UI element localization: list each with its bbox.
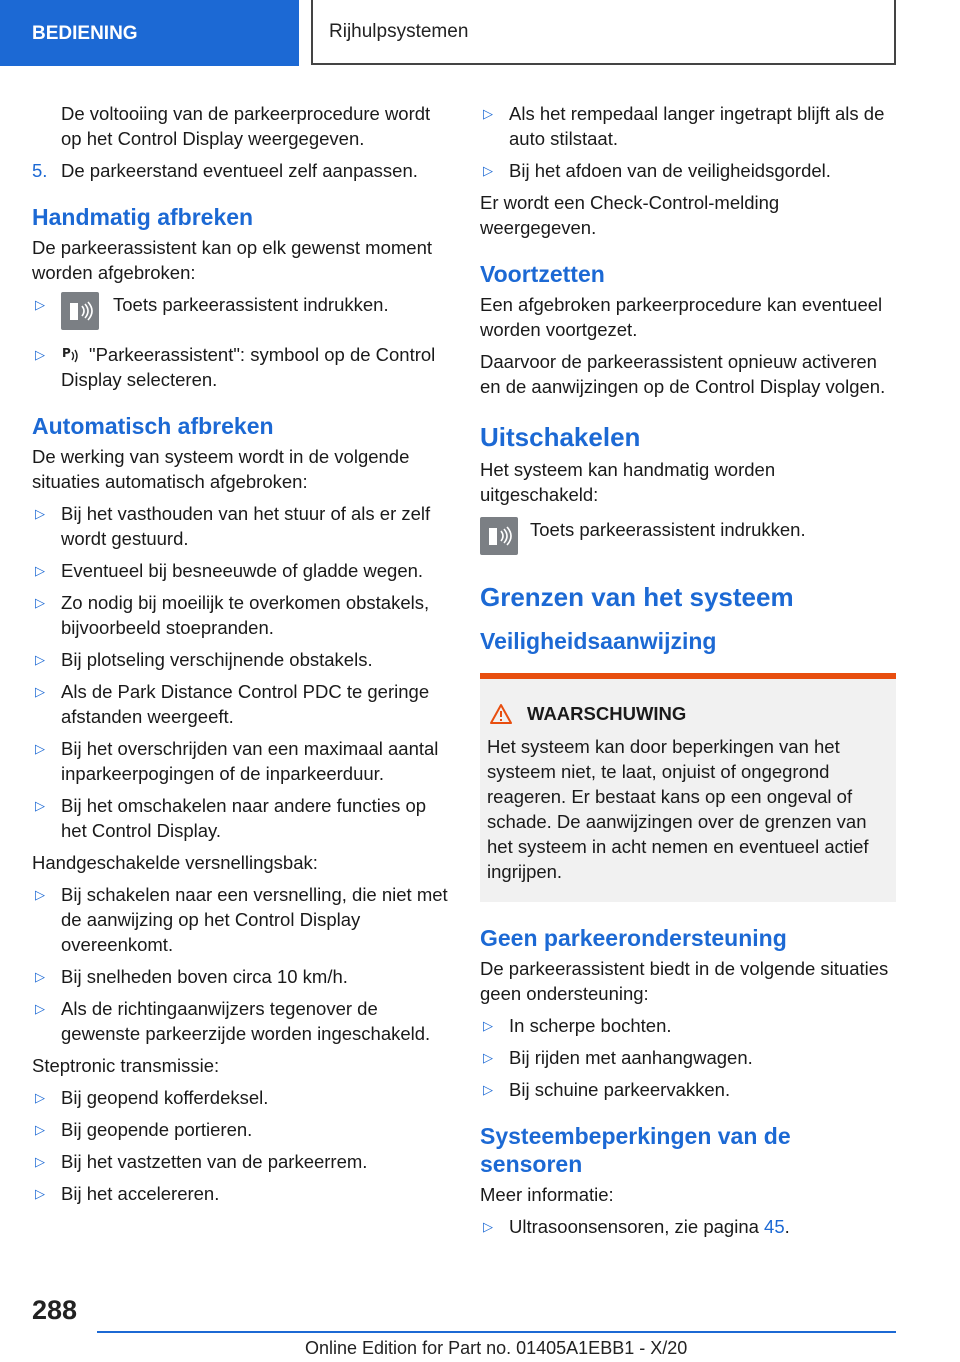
parking-assist-button-icon: [480, 517, 518, 555]
triangle-right-icon: ▷: [483, 1050, 493, 1065]
triangle-right-icon: ▷: [35, 1122, 45, 1137]
no-support-intro: De parkeerassistent biedt in de volgende situaties geen ondersteuning:: [480, 958, 889, 1004]
steptronic-label: Steptronic transmissie:: [32, 1055, 220, 1076]
list-item-text: Bij schuine parkeervakken.: [509, 1079, 731, 1100]
list-item: [32, 1181, 448, 1206]
warning-text: Het systeem kan door beperkingen van het systeem niet, te laat, onjuist of ongegrond reageren. Er bestaat kans op een ongeval of schade. De aanwijzingen over de grenzen van het systeem in acht nemen en eventueel actief ingrijpen.: [487, 736, 869, 882]
triangle-right-icon: ▷: [35, 969, 45, 984]
list-item: [32, 882, 448, 957]
list-item: [480, 158, 896, 183]
right-column: [480, 101, 896, 1246]
numbered-step: [32, 158, 448, 183]
list-item: [32, 1085, 448, 1110]
auto-intro: De werking van systeem wordt in de volgende situaties automatisch afgebroken:: [32, 446, 410, 492]
heading-grenzen: Grenzen van het systeem: [480, 582, 794, 612]
triangle-right-icon: ▷: [483, 163, 493, 178]
list-item-text: Bij geopend kofferdeksel.: [61, 1087, 269, 1108]
list-item: [32, 1149, 448, 1174]
list-item-text: Bij snelheden boven circa 10 km/h.: [61, 966, 348, 987]
triangle-right-icon: ▷: [483, 1219, 493, 1234]
triangle-right-icon: ▷: [35, 684, 45, 699]
list-item: [32, 736, 448, 786]
list-item: [32, 501, 448, 551]
heading-geen-parkeerondersteuning: Geen parkeerondersteuning: [480, 925, 787, 951]
auto-list: [32, 501, 448, 843]
left-column: [32, 101, 448, 1213]
manual-list: [32, 292, 448, 392]
section-header: [311, 0, 896, 65]
list-item-text: Bij schakelen naar een versnelling, die niet met de aanwijzing op het Control Display overeenkomt.: [61, 884, 448, 955]
list-item-text: Als de Park Distance Control PDC te geringe afstanden weergeeft.: [61, 681, 430, 727]
intro-text: De voltooiing van de parkeerprocedure wordt op het Control Display weergegeven.: [61, 103, 431, 149]
list-item: [480, 1013, 896, 1038]
heading-veiligheidsaanwijzing: Veiligheidsaanwijzing: [480, 628, 717, 654]
list-item: [32, 964, 448, 989]
off-intro: Het systeem kan handmatig worden uitgeschakeld:: [480, 459, 776, 505]
edition-text: Online Edition for Part no. 01405A1EBB1 - X/20: [305, 1338, 688, 1358]
triangle-right-icon: ▷: [483, 106, 493, 121]
triangle-right-icon: ▷: [35, 347, 45, 362]
list-item-text: Eventueel bij besneeuwde of gladde wegen.: [61, 560, 424, 581]
list-item-text: Als de richtingaanwijzers tegenover de gewenste parkeerzijde worden ingeschakeld.: [61, 998, 431, 1044]
list-item-text: Bij plotseling verschijnende obstakels.: [61, 649, 373, 670]
list-item: [32, 996, 448, 1046]
triangle-right-icon: ▷: [35, 506, 45, 521]
heading-systeembeperkingen: Systeembeperkingen van de sensoren: [480, 1123, 791, 1177]
list-item-text: Bij het omschakelen naar andere functies op het Control Display.: [61, 795, 427, 841]
list-item: [480, 101, 896, 151]
chapter-tab[interactable]: [0, 0, 299, 66]
step-number: 5.: [32, 160, 48, 181]
more-info: Meer informatie:: [480, 1184, 614, 1205]
warning-triangle-icon: [489, 703, 513, 725]
continue-text-1: Een afgebroken parkeerprocedure kan eventueel worden voortgezet.: [480, 294, 883, 340]
list-item: [32, 1117, 448, 1142]
list-item-text: Bij het afdoen van de veiligheidsgordel.: [509, 160, 831, 181]
triangle-right-icon: ▷: [35, 1090, 45, 1105]
list-item-text: Als het rempedaal langer ingetrapt blijft als de auto stilstaat.: [509, 103, 885, 149]
triangle-right-icon: ▷: [35, 297, 45, 312]
parking-assist-button-icon: [61, 292, 99, 330]
triangle-right-icon: ▷: [35, 1186, 45, 1201]
heading-handmatig-afbreken: Handmatig afbreken: [32, 204, 254, 230]
sensor-ref-dot: .: [784, 1216, 790, 1237]
manual-intro: De parkeerassistent kan op elk gewenst moment worden afgebroken:: [32, 237, 433, 283]
list-item-text: Bij het accelereren.: [61, 1183, 220, 1204]
list-item: [32, 292, 448, 330]
list-item-text: Bij het overschrijden van een maximaal aantal inparkeerpogingen of de inparkeerduur.: [61, 738, 439, 784]
list-item-text: Toets parkeerassistent indrukken.: [113, 294, 389, 315]
section-title: Rijhulpsystemen: [329, 21, 469, 42]
warning-title: [487, 701, 889, 726]
list-item: [32, 679, 448, 729]
list-item: [32, 647, 448, 672]
list-item-label: "Parkeerassistent": symbool op de Control Display selecteren.: [61, 344, 436, 390]
list-item-text: Bij het vasthouden van het stuur of als er zelf wordt gestuurd.: [61, 503, 431, 549]
list-item: [480, 1077, 896, 1102]
triangle-right-icon: ▷: [483, 1082, 493, 1097]
triangle-right-icon: ▷: [35, 798, 45, 813]
sensor-list: [480, 1214, 896, 1239]
list-item-text: In scherpe bochten.: [509, 1015, 672, 1036]
heading-voortzetten: Voortzetten: [480, 261, 605, 287]
list-item: [32, 793, 448, 843]
triangle-right-icon: ▷: [35, 1001, 45, 1016]
manual-transmission-label: Handgeschakelde versnellingsbak:: [32, 852, 318, 873]
list-item: [32, 590, 448, 640]
heading-automatisch-afbreken: Automatisch afbreken: [32, 413, 274, 439]
off-button-row: [480, 517, 896, 555]
triangle-right-icon: ▷: [35, 887, 45, 902]
no-support-list: [480, 1013, 896, 1102]
triangle-right-icon: ▷: [35, 1154, 45, 1169]
list-item: [32, 558, 448, 583]
step-text: De parkeerstand eventueel zelf aanpassen.: [61, 160, 418, 181]
warning-box: [480, 673, 896, 902]
list-item-text: [61, 342, 448, 392]
triangle-right-icon: ▷: [35, 741, 45, 756]
steptronic-list: [32, 1085, 448, 1206]
chapter-title: BEDIENING: [32, 22, 138, 44]
off-button-text: Toets parkeerassistent indrukken.: [530, 519, 806, 540]
continue-text-2: Daarvoor de parkeerassistent opnieuw activeren en de aanwijzingen op de Control Display volgen.: [480, 351, 886, 397]
check-control-text: Er wordt een Check-Control-melding weergegeven.: [480, 192, 780, 238]
list-item: [480, 1045, 896, 1070]
heading-uitschakelen: Uitschakelen: [480, 422, 641, 452]
list-item-text: Bij geopende portieren.: [61, 1119, 253, 1140]
parking-assist-symbol-icon: [61, 344, 81, 364]
footer-divider: [97, 1331, 896, 1333]
triangle-right-icon: ▷: [483, 1018, 493, 1033]
manual-transmission-list: [32, 882, 448, 1046]
sensor-ref-text: Ultrasoonsensoren, zie pagina: [509, 1216, 765, 1237]
top-list: [480, 101, 896, 183]
warning-label: WAARSCHUWING: [527, 703, 687, 724]
triangle-right-icon: ▷: [35, 652, 45, 667]
list-item: [32, 342, 448, 392]
list-item-text: Bij het vastzetten van de parkeerrem.: [61, 1151, 368, 1172]
triangle-right-icon: ▷: [35, 563, 45, 578]
list-item-text: Zo nodig bij moeilijk te overkomen obstakels, bijvoorbeeld stoepranden.: [61, 592, 430, 638]
list-item-text: [509, 1214, 790, 1239]
triangle-right-icon: ▷: [35, 595, 45, 610]
page-link[interactable]: 45: [764, 1216, 785, 1237]
list-item: [480, 1214, 896, 1239]
page-number: 288: [32, 1295, 78, 1325]
svg-text:P: P: [62, 346, 71, 360]
list-item-text: Bij rijden met aanhangwagen.: [509, 1047, 753, 1068]
